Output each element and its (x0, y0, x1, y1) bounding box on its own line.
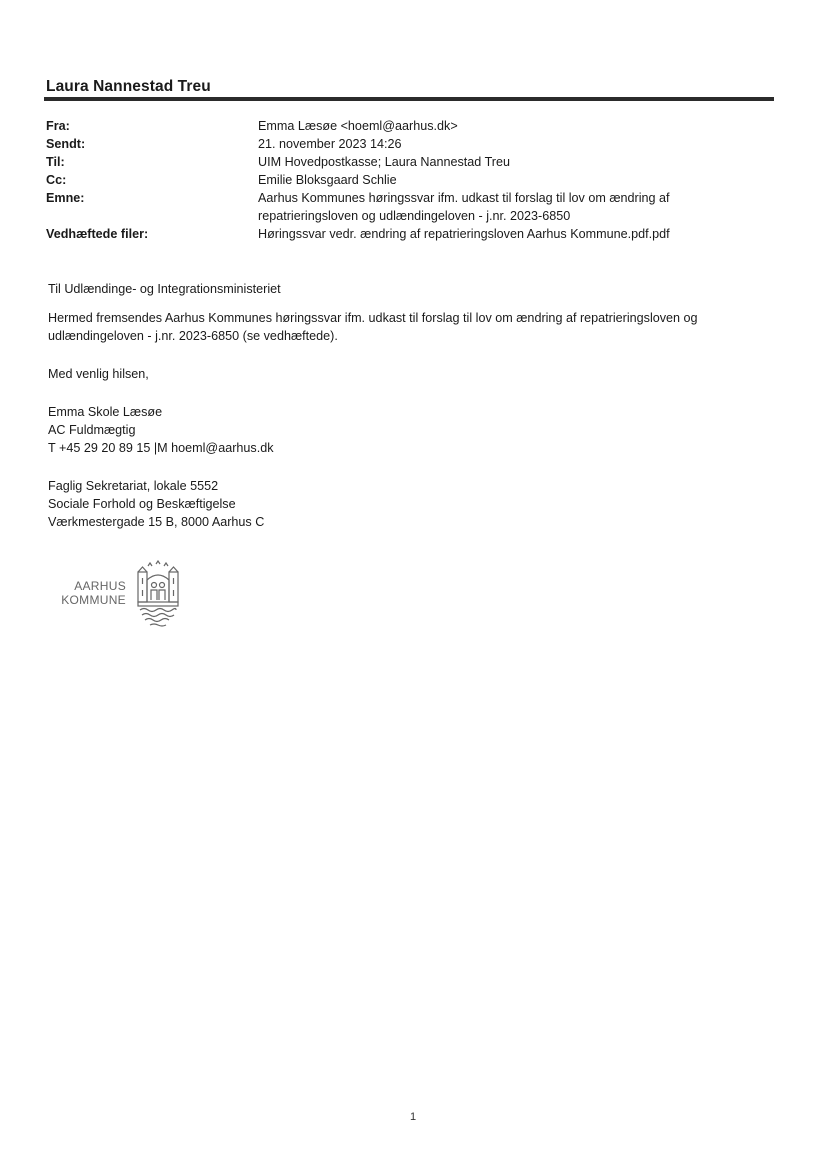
subject-row (46, 189, 786, 225)
subject-label: Emne: (46, 191, 85, 205)
logo-wordmark (46, 579, 126, 607)
page-number: 1 (409, 1111, 417, 1123)
aarhus-seal-icon (134, 560, 182, 628)
signature-title: AC Fuldmægtig (48, 423, 136, 437)
from-row (46, 117, 786, 135)
sent-row (46, 135, 786, 153)
signature-name: Emma Skole Læsøe (48, 405, 163, 419)
cc-row (46, 171, 786, 189)
attachment-filename: Høringssvar vedr. ændring af repatrieringsloven Aarhus Kommune.pdf.pdf (258, 227, 670, 241)
sent-value: 21. november 2023 14:26 (258, 137, 402, 151)
email-body (48, 280, 788, 531)
to-label: Til: (46, 155, 65, 169)
to-value: UIM Hovedpostkasse; Laura Nannestad Treu (258, 155, 511, 169)
mailbox-owner-title: Laura Nannestad Treu (46, 78, 211, 95)
to-row (46, 153, 786, 171)
attachments-row (46, 225, 786, 243)
cc-value: Emilie Bloksgaard Schlie (258, 173, 397, 187)
header-divider (44, 97, 774, 101)
address-line-3: Værkmestergade 15 B, 8000 Aarhus C (48, 515, 265, 529)
subject-value: Aarhus Kommunes høringssvar ifm. udkast til forslag til lov om ændring af repatrieringsloven og udlændingeloven - j.nr. 2023-6850 (258, 191, 670, 223)
attachments-label: Vedhæftede filer: (46, 227, 149, 241)
signature-contact: T +45 29 20 89 15 |M hoeml@aarhus.dk (48, 441, 274, 455)
email-header-table (46, 117, 786, 243)
sent-label: Sendt: (46, 137, 86, 151)
address-line-2: Sociale Forhold og Beskæftigelse (48, 497, 236, 511)
cc-label: Cc: (46, 173, 67, 187)
body-greeting: Til Udlændinge- og Integrationsministeriet (48, 282, 281, 296)
body-paragraph: Hermed fremsendes Aarhus Kommunes høringssvar ifm. udkast til forslag til lov om ændring af repatrieringsloven og udlændingeloven - j.nr. 2023-6850 (se vedhæftede). (48, 311, 698, 343)
logo-line-2: KOMMUNE (61, 593, 126, 607)
body-closing: Med venlig hilsen, (48, 367, 149, 381)
logo-line-1: AARHUS (74, 579, 126, 593)
from-label: Fra: (46, 119, 70, 133)
from-value: Emma Læsøe <hoeml@aarhus.dk> (258, 119, 458, 133)
address-line-1: Faglig Sekretariat, lokale 5552 (48, 479, 219, 493)
aarhus-kommune-logo (46, 560, 186, 628)
